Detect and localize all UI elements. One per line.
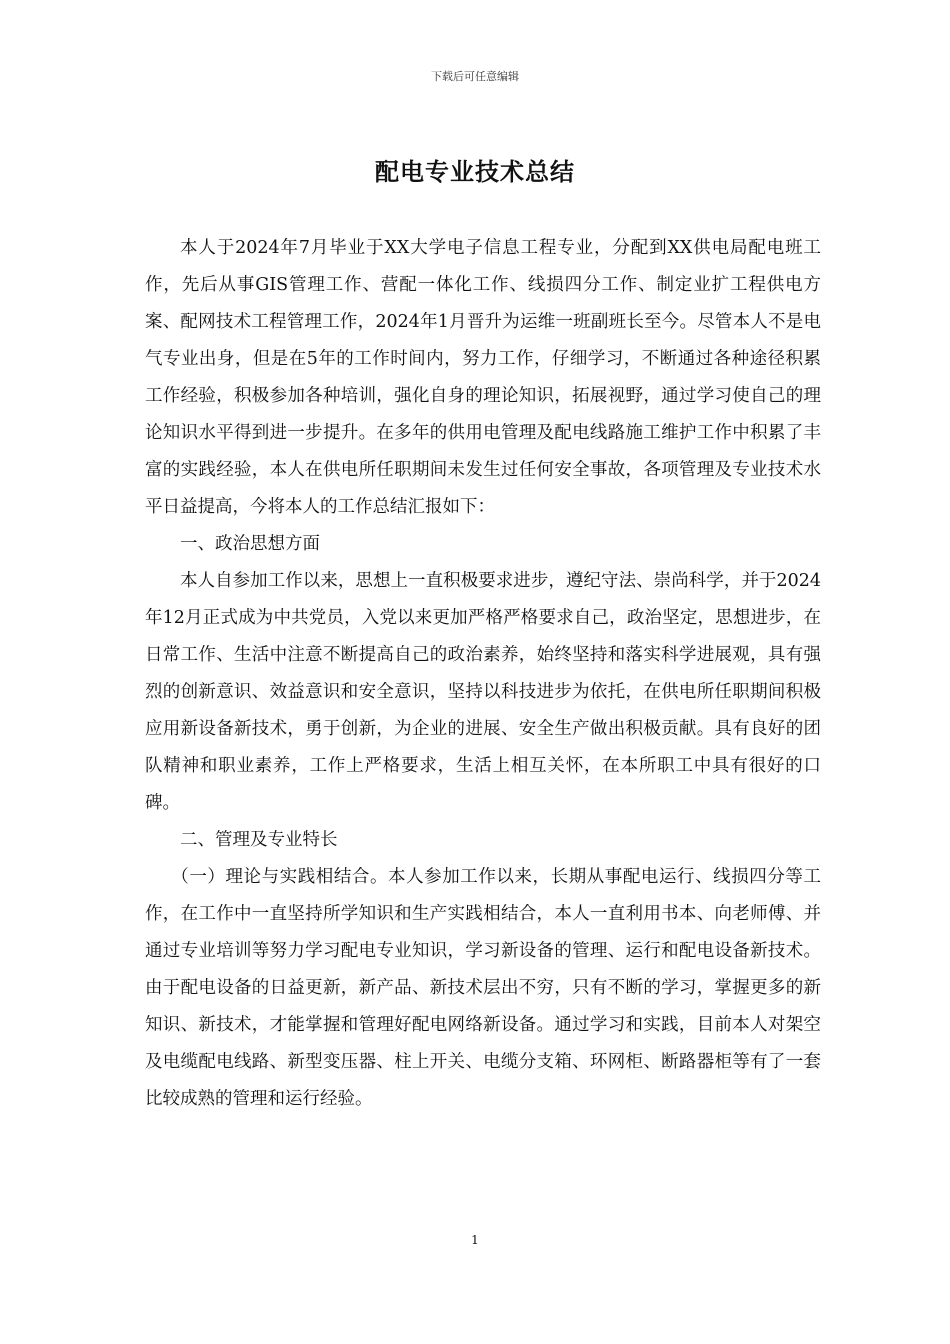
- section-heading-political: 一、政治思想方面: [180, 534, 320, 554]
- header-note: 下载后可任意编辑: [431, 70, 519, 83]
- page-number: 1: [471, 1233, 479, 1247]
- document-title: 配电专业技术总结: [375, 157, 575, 186]
- paragraph-political: 本人自参加工作以来，思想上一直积极要求进步，遵纪守法、崇尚科学，并于2024年12月正式成为中共党员，入党以来更加严格严格要求自己，政治坚定，思想进步，在日常工作、生活中注意不断提高自己的政治素养，始终坚持和落实科学进展观，具有强烈的创新意识、效益意识和安全意识，坚持以科技进步为依托，在供电所任职期间积极应用新设备新技术，勇于创新，为企业的进展、安全生产做出积极贡献。具有良好的团队精神和职业素养，工作上严格要求，生活上相互关怀，在本所职工中具有很好的口碑。: [145, 571, 821, 813]
- document-body: [145, 230, 821, 1118]
- paragraph-intro: 本人于2024年7月毕业于XX大学电子信息工程专业，分配到XX供电局配电班工作，先后从事GIS管理工作、营配一体化工作、线损四分工作、制定业扩工程供电方案、配网技术工程管理工作，2024年1月晋升为运维一班副班长至今。尽管本人不是电气专业出身，但是在5年的工作时间内，努力工作，仔细学习，不断通过各种途径积累工作经验，积极参加各种培训，强化自身的理论知识，拓展视野，通过学习使自己的理论知识水平得到进一步提升。在多年的供用电管理及配电线路施工维护工作中积累了丰富的实践经验，本人在供电所任职期间未发生过任何安全事故，各项管理及专业技术水平日益提高，今将本人的工作总结汇报如下：: [145, 238, 821, 517]
- section-heading-management: 二、管理及专业特长: [180, 830, 338, 850]
- paragraph-theory-practice: （一）理论与实践相结合。本人参加工作以来，长期从事配电运行、线损四分等工作，在工作中一直坚持所学知识和生产实践相结合，本人一直利用书本、向老师傅、并通过专业培训等努力学习配电专业知识，学习新设备的管理、运行和配电设备新技术。由于配电设备的日益更新，新产品、新技术层出不穷，只有不断的学习，掌握更多的新知识、新技术，才能掌握和管理好配电网络新设备。通过学习和实践，目前本人对架空及电缆配电线路、新型变压器、柱上开关、电缆分支箱、环网柜、断路器柜等有了一套比较成熟的管理和运行经验。: [145, 867, 821, 1109]
